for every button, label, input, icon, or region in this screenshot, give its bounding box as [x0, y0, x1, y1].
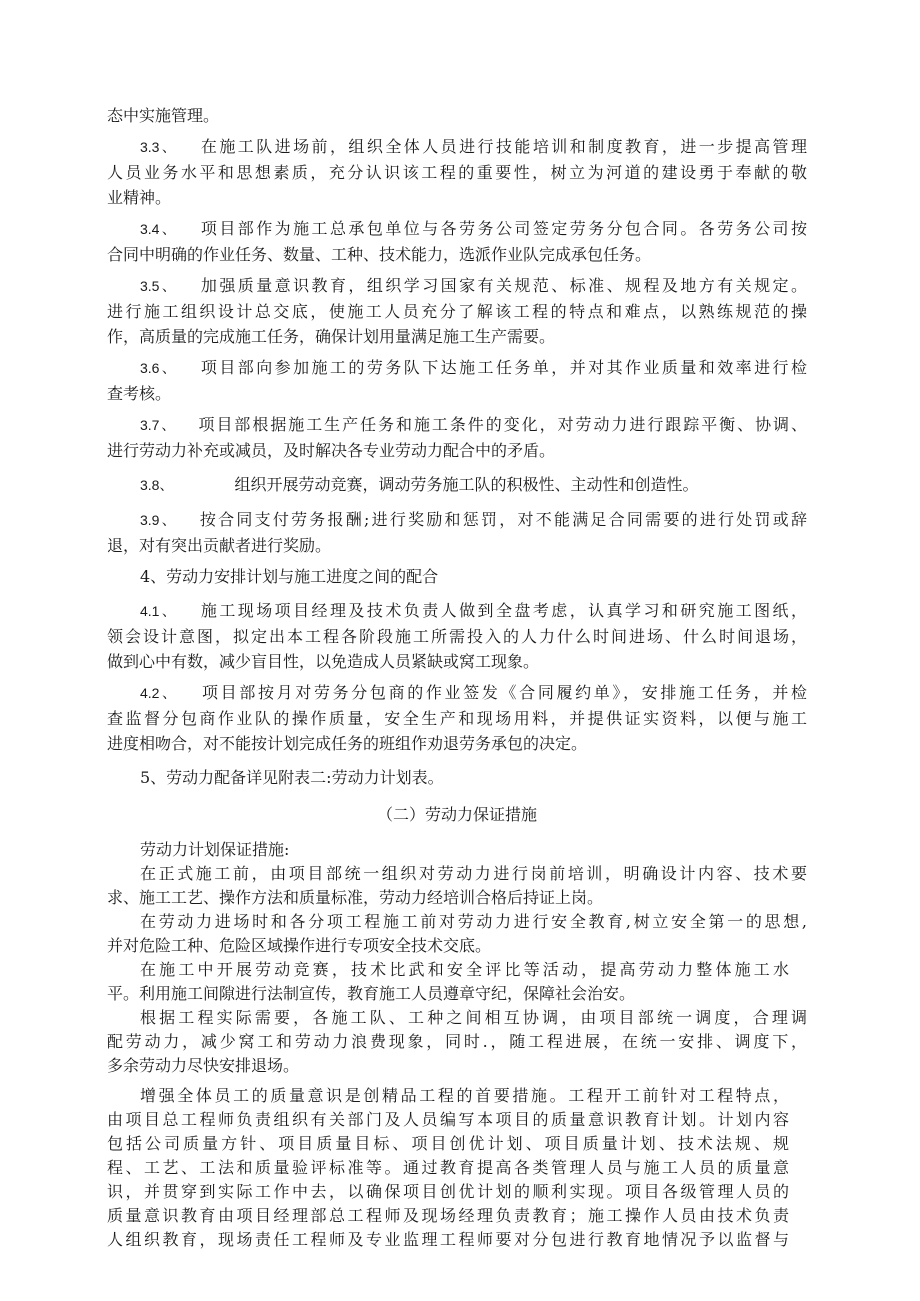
item-first-line: [107, 216, 807, 242]
item-3-6: [107, 355, 807, 406]
paragraph-line: 程、工艺、工法和质量验评标准等。通过教育提高各类管理人员与施工人员的质量意: [107, 1158, 789, 1177]
item-line: 查考核。: [107, 384, 172, 403]
item-line: 做到心中有数，减少盲目性，以免造成人员紧缺或窝工现象。: [107, 652, 540, 671]
item-number: 3.9、: [140, 512, 178, 528]
item-line: 进行施工组织设计总交底，使施工人员充分了解该工程的特点和难点，以熟练规范的操: [107, 302, 807, 321]
item-3-4: [107, 216, 807, 267]
paragraph: [107, 1006, 807, 1078]
item-first-line: [107, 412, 807, 438]
paragraph-line: 质量意识教育由项目经理部总工程师及现场经理负责教育；施工操作人员由技术负责: [107, 1206, 789, 1225]
paragraph-line: 识，并贯穿到实际工作中去，以确保项目创优计划的顺利实现。项目各级管理人员的: [107, 1182, 789, 1201]
item-line: 领会设计意图，拟定出本工程各阶段施工所需投入的人力什么时间进场、什么时间退场，: [107, 627, 807, 646]
item-text: 按合同支付劳务报酬;进行奖励和惩罚，对不能满足合同需要的进行处罚或辞: [199, 510, 807, 529]
paragraph: [107, 1084, 807, 1252]
item-text: 施工现场项目经理及技术负责人做到全盘考虑，认真学习和研究施工图纸，: [200, 601, 807, 620]
heading-5: 5、劳动力配备详见附表二:劳动力计划表。: [140, 768, 444, 787]
item-number: 3.7、: [140, 417, 178, 433]
intro-tail: 态中实施管理。: [107, 106, 220, 125]
item-number: 3.5、: [140, 278, 179, 294]
item-number: 3.8、: [140, 477, 174, 493]
item-line: 进行劳动力补充或减员，及时解决各专业劳动力配合中的矛盾。: [107, 441, 556, 460]
item-4-1: [107, 598, 807, 674]
paragraph: [107, 910, 807, 958]
paragraph-line: 增强全体员工的质量意识是创精品工程的首要措施。工程开工前针对工程特点，: [140, 1086, 789, 1105]
paragraph-line: 并对危险工种、危险区域操作进行专项安全技术交底。: [107, 936, 492, 955]
item-line: 业精神。: [107, 188, 172, 207]
item-line: 作，高质量的完成施工任务，确保计划用量满足施工生产需要。: [107, 327, 556, 346]
item-first-line: [107, 598, 807, 624]
item-text: 项目部向参加施工的劳务队下达施工任务单，并对其作业质量和效率进行检: [200, 358, 807, 377]
item-line: 退，对有突出贡献者进行奖励。: [107, 536, 332, 555]
item-first-line: [107, 472, 807, 498]
item-text: 项目部按月对劳务分包商的作业签发《合同履约单》，安排施工任务，并检: [202, 683, 807, 702]
section-title: （二）劳动力保证措施: [376, 805, 537, 824]
item-line: 人员业务水平和思想素质，充分认识该工程的重要性，树立为河道的建设勇于奉献的敬: [107, 163, 807, 182]
item-number: 4.2、: [140, 685, 179, 701]
paragraph-line: 包括公司质量方针、项目质量目标、项目创优计划、项目质量计划、技术法规、规: [107, 1134, 789, 1153]
item-line: 进度相吻合，对不能按计划完成任务的班组作劝退劳务承包的决定。: [107, 734, 588, 753]
heading-4: 4、劳动力安排计划与施工进度之间的配合: [140, 567, 439, 586]
paragraph-line: 求、施工工艺、操作方法和质量标准，劳动力经培训合格后持证上岗。: [107, 888, 604, 907]
item-text: 加强质量意识教育，组织学习国家有关规范、标准、规程及地方有关规定。: [200, 276, 807, 295]
item-first-line: [107, 355, 807, 381]
paragraph-line: 人组织教育，现场责任工程师及专业监理工程师要对分包进行教育地情况予以监督与: [107, 1230, 789, 1249]
item-3-8: [107, 472, 807, 498]
item-text: 组织开展劳动竞赛，调动劳务施工队的积极性、主动性和创造性。: [234, 475, 699, 494]
measures-body: [107, 862, 807, 1252]
item-text: 在施工队进场前，组织全体人员进行技能培训和制度教育，进一步提高管理: [200, 137, 807, 156]
measures-title: 劳动力计划保证措施:: [140, 840, 290, 859]
item-number: 3.6、: [140, 360, 179, 376]
document-page: [107, 103, 807, 1252]
item-3-7: [107, 412, 807, 463]
item-3-5: [107, 273, 807, 349]
item-line: 合同中明确的作业任务、数量、工种、技术能力，选派作业队完成承包任务。: [107, 245, 652, 264]
paragraph-line: 配劳动力，减少窝工和劳动力浪费现象，同时.，随工程进展，在统一安排、调度下，: [107, 1032, 807, 1051]
item-first-line: [107, 507, 807, 533]
paragraph-line: 根据工程实际需要，各施工队、工种之间相互协调，由项目部统一调度，合理调: [140, 1008, 807, 1027]
item-3-3: [107, 134, 807, 210]
paragraph-line: 平。利用施工间隙进行法制宣传，教育施工人员遵章守纪，保障社会治安。: [107, 984, 636, 1003]
paragraph-line: 在正式施工前，由项目部统一组织对劳动力进行岗前培训，明确设计内容、技术要: [140, 864, 807, 883]
item-number: 3.4、: [140, 221, 179, 237]
item-4-2: [107, 680, 807, 756]
item-first-line: [107, 680, 807, 706]
item-text: 项目部作为施工总承包单位与各劳务公司签定劳务分包合同。各劳务公司按: [200, 219, 807, 238]
paragraph: [107, 862, 807, 910]
item-number: 4.1、: [140, 603, 179, 619]
item-first-line: [107, 134, 807, 160]
item-line: 查监督分包商作业队的操作质量，安全生产和现场用料，并提供证实资料，以便与施工: [107, 709, 807, 728]
paragraph-line: 在劳动力进场时和各分项工程施工前对劳动力进行安全教育,树立安全第一的思想,: [140, 912, 807, 931]
item-first-line: [107, 273, 807, 299]
paragraph-line: 多余劳动力尽快安排退场。: [107, 1056, 300, 1075]
paragraph-line: 由项目总工程师负责组织有关部门及人员编写本项目的质量意识教育计划。计划内容: [107, 1110, 789, 1129]
item-3-9: [107, 507, 807, 558]
item-text: 项目部根据施工生产任务和施工条件的变化，对劳动力进行跟踪平衡、协调、: [198, 415, 807, 434]
paragraph-line: 在施工中开展劳动竞赛，技术比武和安全评比等活动，提高劳动力整体施工水: [140, 960, 789, 979]
paragraph: [107, 958, 807, 1006]
item-number: 3.3、: [140, 139, 179, 155]
